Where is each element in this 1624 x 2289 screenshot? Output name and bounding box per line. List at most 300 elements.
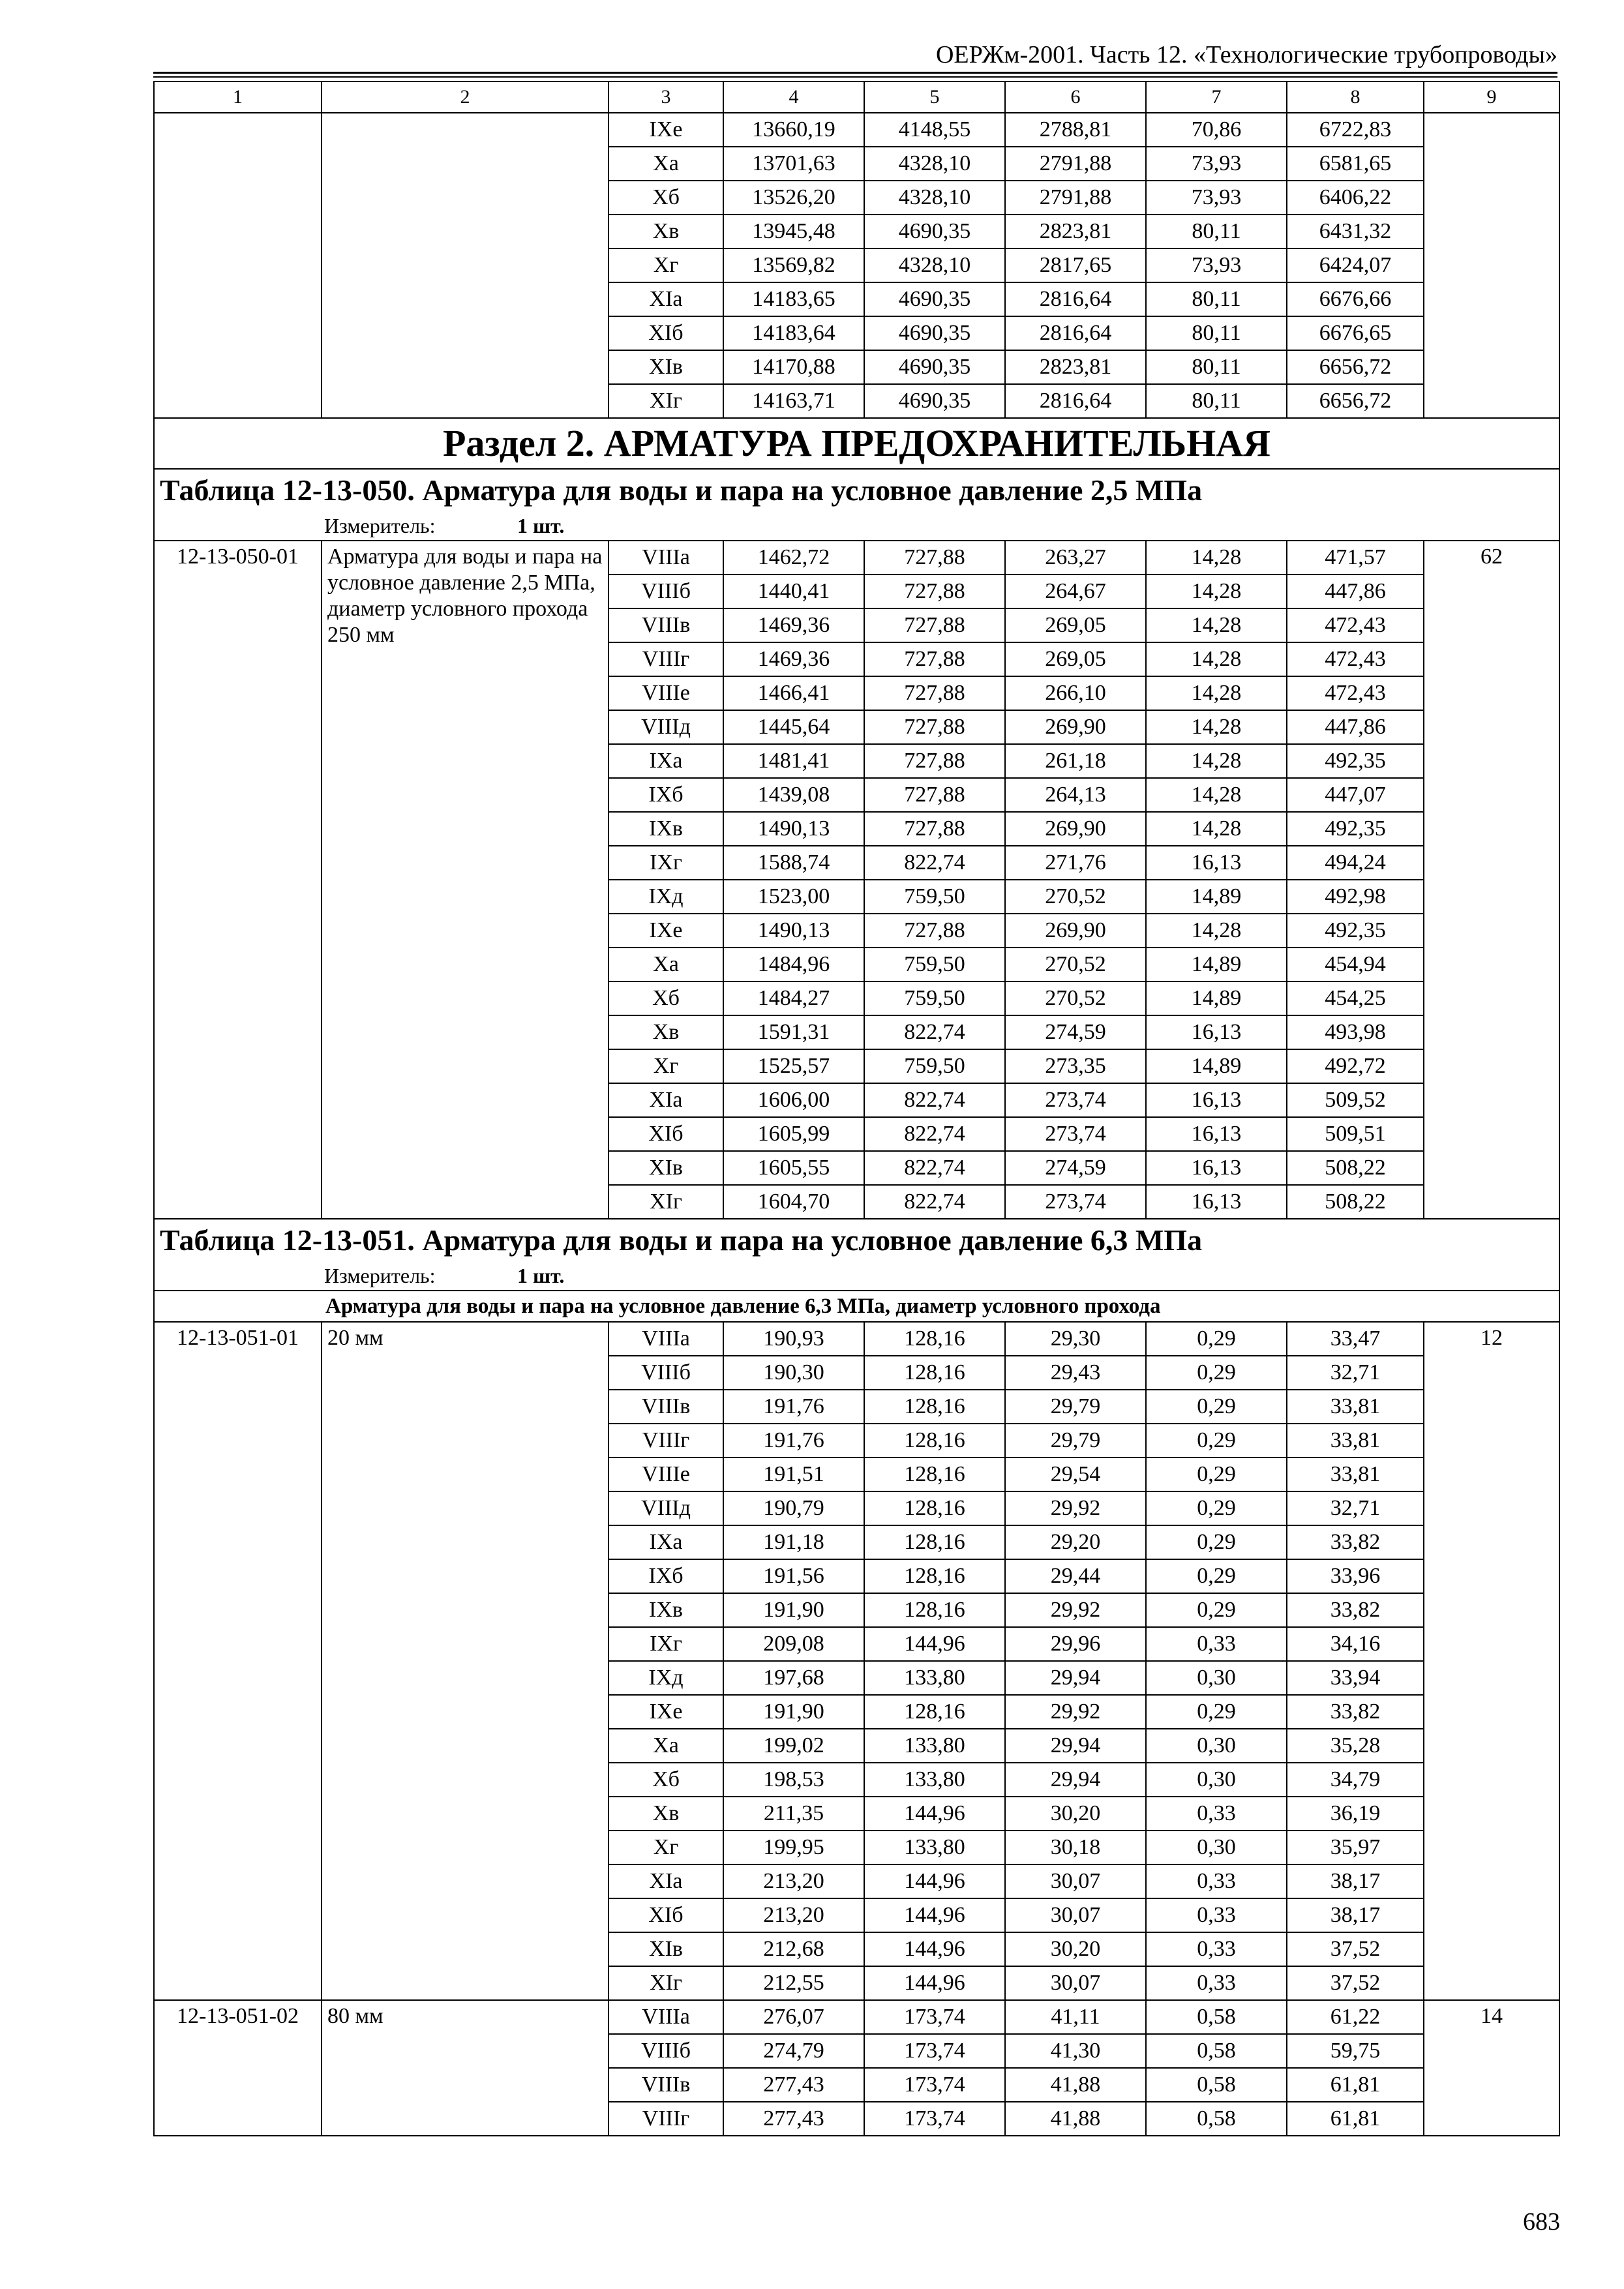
- machines-cell: 2823,81: [1005, 215, 1146, 248]
- column-number: 2: [322, 82, 609, 113]
- wages-cell: 759,50: [864, 948, 1005, 981]
- grade-cell: Xв: [609, 1797, 723, 1831]
- measure-value: 1 шт.: [517, 514, 565, 537]
- total-cost-cell: 190,30: [723, 1356, 864, 1390]
- grade-cell: VIIIв: [609, 608, 723, 642]
- materials-cell: 61,81: [1287, 2102, 1424, 2136]
- column-numbers-row: [154, 82, 1559, 113]
- wages-cell: 759,50: [864, 1049, 1005, 1083]
- total-cost-cell: 13945,48: [723, 215, 864, 248]
- materials-cell: 32,71: [1287, 1491, 1424, 1525]
- machinist-wages-cell: 0,30: [1146, 1831, 1287, 1864]
- grade-cell: VIIIг: [609, 642, 723, 676]
- total-cost-cell: 212,68: [723, 1932, 864, 1966]
- grade-cell: IXд: [609, 880, 723, 914]
- machines-cell: 41,88: [1005, 2068, 1146, 2102]
- machines-cell: 271,76: [1005, 846, 1146, 880]
- column-number: 6: [1005, 82, 1146, 113]
- measure-cell: [154, 511, 1559, 541]
- machines-cell: 269,05: [1005, 642, 1146, 676]
- grade-cell: XIа: [609, 282, 723, 316]
- wages-cell: 144,96: [864, 1966, 1005, 2000]
- wages-cell: 4328,10: [864, 248, 1005, 282]
- materials-cell: 492,98: [1287, 880, 1424, 914]
- grade-cell: VIIIв: [609, 2068, 723, 2102]
- machines-cell: 29,30: [1005, 1322, 1146, 1356]
- grade-cell: IXб: [609, 778, 723, 812]
- total-cost-cell: 277,43: [723, 2102, 864, 2136]
- materials-cell: 33,81: [1287, 1424, 1424, 1458]
- total-cost-cell: 1604,70: [723, 1185, 864, 1219]
- wages-cell: 4690,35: [864, 282, 1005, 316]
- wages-cell: 133,80: [864, 1729, 1005, 1763]
- wages-cell: 4328,10: [864, 147, 1005, 181]
- wages-cell: 144,96: [864, 1864, 1005, 1898]
- measure-cell: [154, 1261, 1559, 1291]
- materials-cell: 37,52: [1287, 1932, 1424, 1966]
- materials-cell: 492,35: [1287, 744, 1424, 778]
- machines-cell: 270,52: [1005, 981, 1146, 1015]
- materials-cell: 471,57: [1287, 541, 1424, 575]
- grade-cell: XIб: [609, 316, 723, 350]
- materials-cell: 6722,83: [1287, 113, 1424, 147]
- grade-cell: VIIIе: [609, 676, 723, 710]
- machines-cell: 269,90: [1005, 914, 1146, 948]
- machinist-wages-cell: 0,58: [1146, 2102, 1287, 2136]
- wages-cell: 128,16: [864, 1525, 1005, 1559]
- machines-cell: 269,05: [1005, 608, 1146, 642]
- materials-cell: 6656,72: [1287, 350, 1424, 384]
- wages-cell: 727,88: [864, 778, 1005, 812]
- machines-cell: 29,94: [1005, 1729, 1146, 1763]
- column-number: 4: [723, 82, 864, 113]
- total-cost-cell: 13660,19: [723, 113, 864, 147]
- materials-cell: 6581,65: [1287, 147, 1424, 181]
- measure-value: 1 шт.: [517, 1264, 565, 1287]
- wages-cell: 133,80: [864, 1831, 1005, 1864]
- materials-cell: 33,81: [1287, 1390, 1424, 1424]
- materials-cell: 32,71: [1287, 1356, 1424, 1390]
- wages-cell: 727,88: [864, 744, 1005, 778]
- machines-cell: 2823,81: [1005, 350, 1146, 384]
- machinist-wages-cell: 0,58: [1146, 2000, 1287, 2034]
- header-rule-thin: [153, 76, 1557, 78]
- total-cost-cell: 1469,36: [723, 642, 864, 676]
- total-cost-cell: 1525,57: [723, 1049, 864, 1083]
- grade-cell: IXе: [609, 113, 723, 147]
- code-cell: 12-13-051-02: [154, 2000, 322, 2136]
- grade-cell: Xг: [609, 1831, 723, 1864]
- materials-cell: 508,22: [1287, 1151, 1424, 1185]
- grade-cell: Xб: [609, 1763, 723, 1797]
- wages-cell: 759,50: [864, 981, 1005, 1015]
- measure-row: [154, 1261, 1559, 1291]
- wages-cell: 144,96: [864, 1932, 1005, 1966]
- materials-cell: 6676,66: [1287, 282, 1424, 316]
- total-cost-cell: 191,90: [723, 1695, 864, 1729]
- machines-cell: 29,54: [1005, 1458, 1146, 1491]
- table-title-row: [154, 469, 1559, 511]
- total-cost-cell: 1462,72: [723, 541, 864, 575]
- wages-cell: 173,74: [864, 2068, 1005, 2102]
- materials-cell: 61,22: [1287, 2000, 1424, 2034]
- grade-cell: IXа: [609, 744, 723, 778]
- column-number: 1: [154, 82, 322, 113]
- rates-table: [153, 81, 1560, 2136]
- machinist-wages-cell: 14,28: [1146, 914, 1287, 948]
- machines-cell: 273,74: [1005, 1083, 1146, 1117]
- total-cost-cell: 212,55: [723, 1966, 864, 2000]
- materials-cell: 33,82: [1287, 1695, 1424, 1729]
- grade-cell: XIв: [609, 1151, 723, 1185]
- grade-cell: XIв: [609, 350, 723, 384]
- grade-cell: XIг: [609, 1185, 723, 1219]
- materials-cell: 447,86: [1287, 575, 1424, 608]
- machinist-wages-cell: 0,30: [1146, 1763, 1287, 1797]
- machinist-wages-cell: 0,29: [1146, 1322, 1287, 1356]
- total-cost-cell: 199,95: [723, 1831, 864, 1864]
- machinist-wages-cell: 14,28: [1146, 744, 1287, 778]
- machinist-wages-cell: 14,89: [1146, 1049, 1287, 1083]
- wages-cell: 727,88: [864, 710, 1005, 744]
- grade-cell: VIIIб: [609, 1356, 723, 1390]
- wages-cell: 144,96: [864, 1627, 1005, 1661]
- code-cell: 12-13-050-01: [154, 541, 322, 1219]
- grade-cell: IXе: [609, 1695, 723, 1729]
- table-title: Таблица 12-13-050. Арматура для воды и пара на условное давление 2,5 МПа: [154, 469, 1559, 511]
- column-number: 9: [1424, 82, 1559, 113]
- grade-cell: IXг: [609, 1627, 723, 1661]
- materials-cell: 38,17: [1287, 1864, 1424, 1898]
- materials-cell: 36,19: [1287, 1797, 1424, 1831]
- materials-cell: 492,35: [1287, 812, 1424, 846]
- total-cost-cell: 14170,88: [723, 350, 864, 384]
- machines-cell: 2816,64: [1005, 384, 1146, 418]
- grade-cell: VIIIд: [609, 1491, 723, 1525]
- wages-cell: 822,74: [864, 846, 1005, 880]
- wages-cell: 128,16: [864, 1458, 1005, 1491]
- weight-cell: 14: [1424, 2000, 1559, 2136]
- wages-cell: 727,88: [864, 812, 1005, 846]
- wages-cell: 822,74: [864, 1083, 1005, 1117]
- weight-cell: [1424, 113, 1559, 418]
- machines-cell: 41,88: [1005, 2102, 1146, 2136]
- machines-cell: 264,13: [1005, 778, 1146, 812]
- machines-cell: 29,94: [1005, 1661, 1146, 1695]
- total-cost-cell: 198,53: [723, 1763, 864, 1797]
- wages-cell: 128,16: [864, 1593, 1005, 1627]
- total-cost-cell: 191,56: [723, 1559, 864, 1593]
- total-cost-cell: 1591,31: [723, 1015, 864, 1049]
- machinist-wages-cell: 16,13: [1146, 1083, 1287, 1117]
- machinist-wages-cell: 80,11: [1146, 316, 1287, 350]
- materials-cell: 447,86: [1287, 710, 1424, 744]
- wages-cell: 128,16: [864, 1695, 1005, 1729]
- machinist-wages-cell: 16,13: [1146, 1117, 1287, 1151]
- grade-cell: Xг: [609, 248, 723, 282]
- machinist-wages-cell: 0,33: [1146, 1627, 1287, 1661]
- grade-cell: IXа: [609, 1525, 723, 1559]
- materials-cell: 492,72: [1287, 1049, 1424, 1083]
- wages-cell: 4690,35: [864, 350, 1005, 384]
- machines-cell: 269,90: [1005, 812, 1146, 846]
- machines-cell: 270,52: [1005, 948, 1146, 981]
- machinist-wages-cell: 80,11: [1146, 282, 1287, 316]
- grade-cell: VIIIг: [609, 1424, 723, 1458]
- column-number: 8: [1287, 82, 1424, 113]
- materials-cell: 6431,32: [1287, 215, 1424, 248]
- machines-cell: 269,90: [1005, 710, 1146, 744]
- total-cost-cell: 1484,27: [723, 981, 864, 1015]
- description-cell: 20 мм: [322, 1322, 609, 2000]
- machines-cell: 41,30: [1005, 2034, 1146, 2068]
- total-cost-cell: 191,18: [723, 1525, 864, 1559]
- wages-cell: 759,50: [864, 880, 1005, 914]
- grade-cell: Xа: [609, 147, 723, 181]
- materials-cell: 33,94: [1287, 1661, 1424, 1695]
- wages-cell: 133,80: [864, 1763, 1005, 1797]
- machinist-wages-cell: 0,58: [1146, 2034, 1287, 2068]
- machines-cell: 2817,65: [1005, 248, 1146, 282]
- total-cost-cell: 190,93: [723, 1322, 864, 1356]
- materials-cell: 454,25: [1287, 981, 1424, 1015]
- grade-cell: VIIIб: [609, 575, 723, 608]
- grade-cell: IXб: [609, 1559, 723, 1593]
- materials-cell: 508,22: [1287, 1185, 1424, 1219]
- machinist-wages-cell: 0,29: [1146, 1525, 1287, 1559]
- grade-cell: XIа: [609, 1864, 723, 1898]
- materials-cell: 33,47: [1287, 1322, 1424, 1356]
- grade-cell: VIIIа: [609, 541, 723, 575]
- wages-cell: 173,74: [864, 2102, 1005, 2136]
- machinist-wages-cell: 0,33: [1146, 1864, 1287, 1898]
- machinist-wages-cell: 0,33: [1146, 1966, 1287, 2000]
- description-cell: [322, 113, 609, 418]
- header-title: ОЕРЖм-2001. Часть 12. «Технологические трубопроводы»: [935, 41, 1557, 68]
- total-cost-cell: 190,79: [723, 1491, 864, 1525]
- grade-cell: XIг: [609, 1966, 723, 2000]
- machines-cell: 29,96: [1005, 1627, 1146, 1661]
- total-cost-cell: 1469,36: [723, 608, 864, 642]
- total-cost-cell: 13701,63: [723, 147, 864, 181]
- machines-cell: 29,79: [1005, 1424, 1146, 1458]
- machinist-wages-cell: 16,13: [1146, 1185, 1287, 1219]
- grade-cell: VIIIб: [609, 2034, 723, 2068]
- machinist-wages-cell: 80,11: [1146, 350, 1287, 384]
- machinist-wages-cell: 14,28: [1146, 812, 1287, 846]
- wages-cell: 727,88: [864, 676, 1005, 710]
- total-cost-cell: 1466,41: [723, 676, 864, 710]
- total-cost-cell: 1439,08: [723, 778, 864, 812]
- machines-cell: 2788,81: [1005, 113, 1146, 147]
- total-cost-cell: 13526,20: [723, 181, 864, 215]
- materials-cell: 6656,72: [1287, 384, 1424, 418]
- grade-cell: XIб: [609, 1117, 723, 1151]
- grade-cell: VIIIа: [609, 1322, 723, 1356]
- grade-cell: Xв: [609, 215, 723, 248]
- total-cost-cell: 191,90: [723, 1593, 864, 1627]
- materials-cell: 33,82: [1287, 1593, 1424, 1627]
- machines-cell: 273,74: [1005, 1185, 1146, 1219]
- code-cell: [154, 113, 322, 418]
- machinist-wages-cell: 14,28: [1146, 778, 1287, 812]
- machinist-wages-cell: 0,29: [1146, 1356, 1287, 1390]
- materials-cell: 34,79: [1287, 1763, 1424, 1797]
- machinist-wages-cell: 0,29: [1146, 1491, 1287, 1525]
- grade-cell: IXд: [609, 1661, 723, 1695]
- wages-cell: 173,74: [864, 2034, 1005, 2068]
- machinist-wages-cell: 0,30: [1146, 1661, 1287, 1695]
- grade-cell: XIг: [609, 384, 723, 418]
- total-cost-cell: 213,20: [723, 1898, 864, 1932]
- column-number: 3: [609, 82, 723, 113]
- total-cost-cell: 1605,55: [723, 1151, 864, 1185]
- wages-cell: 4690,35: [864, 316, 1005, 350]
- machines-cell: 2816,64: [1005, 316, 1146, 350]
- total-cost-cell: 1481,41: [723, 744, 864, 778]
- materials-cell: 494,24: [1287, 846, 1424, 880]
- machines-cell: 266,10: [1005, 676, 1146, 710]
- materials-cell: 33,82: [1287, 1525, 1424, 1559]
- grade-cell: Xа: [609, 948, 723, 981]
- machines-cell: 30,20: [1005, 1797, 1146, 1831]
- subheading: Арматура для воды и пара на условное давление 6,3 МПа, диаметр условного прохода: [154, 1291, 1559, 1322]
- machinist-wages-cell: 0,58: [1146, 2068, 1287, 2102]
- machines-cell: 29,94: [1005, 1763, 1146, 1797]
- machinist-wages-cell: 14,28: [1146, 575, 1287, 608]
- machines-cell: 2791,88: [1005, 181, 1146, 215]
- total-cost-cell: 274,79: [723, 2034, 864, 2068]
- machines-cell: 30,18: [1005, 1831, 1146, 1864]
- description-cell: 80 мм: [322, 2000, 609, 2136]
- description-cell: Арматура для воды и пара на условное давление 2,5 МПа, диаметр условного прохода 250 мм: [322, 541, 609, 1219]
- wages-cell: 727,88: [864, 541, 1005, 575]
- materials-cell: 472,43: [1287, 642, 1424, 676]
- machinist-wages-cell: 0,29: [1146, 1593, 1287, 1627]
- total-cost-cell: 1445,64: [723, 710, 864, 744]
- machinist-wages-cell: 14,28: [1146, 710, 1287, 744]
- machinist-wages-cell: 0,33: [1146, 1932, 1287, 1966]
- wages-cell: 822,74: [864, 1151, 1005, 1185]
- grade-cell: XIв: [609, 1932, 723, 1966]
- materials-cell: 61,81: [1287, 2068, 1424, 2102]
- machinist-wages-cell: 16,13: [1146, 1151, 1287, 1185]
- wages-cell: 727,88: [864, 608, 1005, 642]
- machinist-wages-cell: 0,33: [1146, 1797, 1287, 1831]
- wages-cell: 727,88: [864, 575, 1005, 608]
- wages-cell: 822,74: [864, 1015, 1005, 1049]
- machinist-wages-cell: 0,33: [1146, 1898, 1287, 1932]
- materials-cell: 38,17: [1287, 1898, 1424, 1932]
- machines-cell: 2791,88: [1005, 147, 1146, 181]
- machines-cell: 30,07: [1005, 1966, 1146, 2000]
- wages-cell: 4690,35: [864, 215, 1005, 248]
- machines-cell: 2816,64: [1005, 282, 1146, 316]
- total-cost-cell: 1606,00: [723, 1083, 864, 1117]
- total-cost-cell: 14163,71: [723, 384, 864, 418]
- wages-cell: 822,74: [864, 1185, 1005, 1219]
- machinist-wages-cell: 0,29: [1146, 1458, 1287, 1491]
- total-cost-cell: 13569,82: [723, 248, 864, 282]
- materials-cell: 59,75: [1287, 2034, 1424, 2068]
- grade-cell: Xб: [609, 981, 723, 1015]
- materials-cell: 37,52: [1287, 1966, 1424, 2000]
- machines-cell: 264,67: [1005, 575, 1146, 608]
- column-number: 7: [1146, 82, 1287, 113]
- machines-cell: 29,92: [1005, 1491, 1146, 1525]
- wages-cell: 128,16: [864, 1424, 1005, 1458]
- materials-cell: 35,28: [1287, 1729, 1424, 1763]
- materials-cell: 472,43: [1287, 608, 1424, 642]
- machines-cell: 273,35: [1005, 1049, 1146, 1083]
- materials-cell: 509,52: [1287, 1083, 1424, 1117]
- section-row: [154, 418, 1559, 469]
- total-cost-cell: 209,08: [723, 1627, 864, 1661]
- grade-cell: VIIIг: [609, 2102, 723, 2136]
- subheading-row: [154, 1291, 1559, 1322]
- grade-cell: Xг: [609, 1049, 723, 1083]
- machinist-wages-cell: 80,11: [1146, 384, 1287, 418]
- materials-cell: 492,35: [1287, 914, 1424, 948]
- machinist-wages-cell: 80,11: [1146, 215, 1287, 248]
- table-row: [154, 541, 1559, 575]
- machines-cell: 30,07: [1005, 1898, 1146, 1932]
- wages-cell: 128,16: [864, 1491, 1005, 1525]
- section-title: Раздел 2. АРМАТУРА ПРЕДОХРАНИТЕЛЬНАЯ: [154, 418, 1559, 469]
- machinist-wages-cell: 0,29: [1146, 1695, 1287, 1729]
- machinist-wages-cell: 16,13: [1146, 1015, 1287, 1049]
- machines-cell: 29,92: [1005, 1593, 1146, 1627]
- machinist-wages-cell: 0,30: [1146, 1729, 1287, 1763]
- wages-cell: 4148,55: [864, 113, 1005, 147]
- machines-cell: 261,18: [1005, 744, 1146, 778]
- machines-cell: 41,11: [1005, 2000, 1146, 2034]
- machinist-wages-cell: 0,29: [1146, 1390, 1287, 1424]
- table-title-row: [154, 1219, 1559, 1261]
- table-row: [154, 2000, 1559, 2034]
- machinist-wages-cell: 14,28: [1146, 541, 1287, 575]
- materials-cell: 33,81: [1287, 1458, 1424, 1491]
- grade-cell: Xв: [609, 1015, 723, 1049]
- materials-cell: 6406,22: [1287, 181, 1424, 215]
- wages-cell: 128,16: [864, 1322, 1005, 1356]
- wages-cell: 128,16: [864, 1356, 1005, 1390]
- wages-cell: 727,88: [864, 642, 1005, 676]
- materials-cell: 472,43: [1287, 676, 1424, 710]
- materials-cell: 447,07: [1287, 778, 1424, 812]
- wages-cell: 128,16: [864, 1390, 1005, 1424]
- weight-cell: 12: [1424, 1322, 1559, 2000]
- grade-cell: IXв: [609, 1593, 723, 1627]
- machines-cell: 29,20: [1005, 1525, 1146, 1559]
- machines-cell: 30,07: [1005, 1864, 1146, 1898]
- measure-label: Измеритель:: [324, 1264, 436, 1287]
- total-cost-cell: 211,35: [723, 1797, 864, 1831]
- machinist-wages-cell: 73,93: [1146, 248, 1287, 282]
- column-number: 5: [864, 82, 1005, 113]
- grade-cell: VIIIв: [609, 1390, 723, 1424]
- weight-cell: 62: [1424, 541, 1559, 1219]
- machinist-wages-cell: 14,28: [1146, 676, 1287, 710]
- materials-cell: 33,96: [1287, 1559, 1424, 1593]
- total-cost-cell: 191,51: [723, 1458, 864, 1491]
- wages-cell: 133,80: [864, 1661, 1005, 1695]
- page-header: [153, 38, 1557, 72]
- total-cost-cell: 14183,65: [723, 282, 864, 316]
- machinist-wages-cell: 73,93: [1146, 147, 1287, 181]
- table-row: [154, 1322, 1559, 1356]
- total-cost-cell: 191,76: [723, 1390, 864, 1424]
